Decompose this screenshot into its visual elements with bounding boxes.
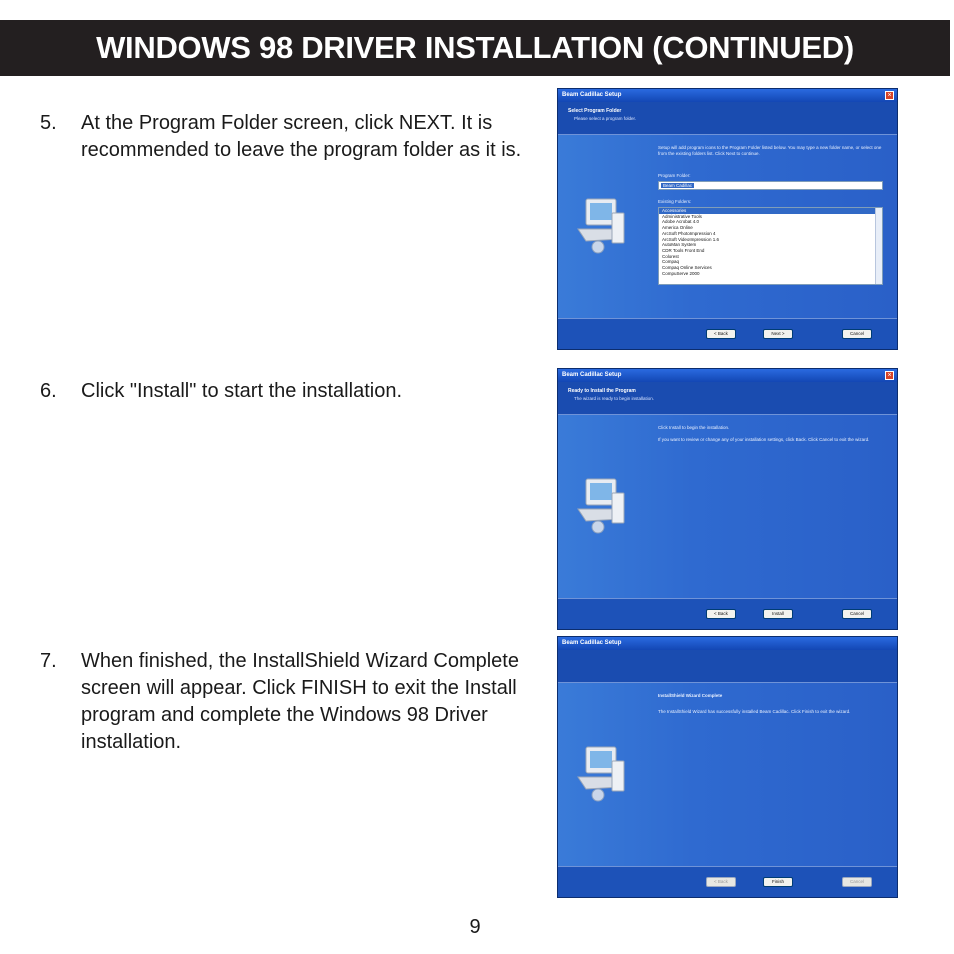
step-text: At the Program Folder screen, click NEXT. It is recommended to leave the program folder as it is. — [81, 112, 522, 161]
step-number: 6. — [40, 380, 57, 402]
window-title: Beam Cadillac Setup — [558, 89, 897, 102]
back-button[interactable]: < Back — [706, 329, 736, 339]
step-7 — [40, 648, 540, 756]
step-6 — [40, 378, 540, 405]
wizard-footer — [558, 598, 897, 629]
review-text: If you want to review or change any of your installation settings, click Back. Click Cancel to exit the wizard. — [658, 437, 870, 442]
wizard-footer — [558, 318, 897, 349]
complete-text: The InstallShield Wizard has successfully installed Beam Cadillac. Click Finish to exit the wizard. — [658, 709, 851, 714]
list-item[interactable]: CDR Tools Front End — [662, 247, 705, 253]
intro-text: Setup will add program icons to the Program Folder listed below. You may type a new folder name, or select one from the existing folders list. Click Next to continue. — [658, 145, 882, 156]
list-item[interactable]: ArcSoft VideoImpression 1.6 — [662, 236, 719, 242]
list-item[interactable]: Colorest — [662, 253, 679, 259]
program-folder-input[interactable] — [658, 181, 883, 190]
list-item[interactable]: Administrative Tools — [662, 213, 702, 219]
list-item[interactable]: Compaq — [662, 259, 680, 265]
computer-icon — [572, 475, 628, 535]
step-text: When finished, the InstallShield Wizard Complete screen will appear. Click FINISH to exit the Install program and complete the Windows 98 Driver installation. — [81, 650, 519, 753]
existing-folders-list[interactable] — [658, 207, 883, 285]
step-text: Click "Install" to start the installation. — [81, 380, 402, 402]
page-title: WINDOWS 98 DRIVER INSTALLATION (CONTINUED) — [96, 30, 854, 65]
banner-subtitle: The wizard is ready to begin installation. — [574, 396, 655, 401]
step-number: 7. — [40, 650, 57, 672]
wizard-body — [558, 135, 897, 319]
list-item[interactable]: ArcSoft PhotoImpression 4 — [662, 230, 716, 236]
wizard-banner — [558, 382, 897, 415]
close-icon[interactable]: × — [885, 371, 894, 380]
list-item[interactable]: America Online — [662, 225, 693, 231]
computer-icon — [572, 195, 628, 255]
complete-heading: InstallShield Wizard Complete — [658, 693, 723, 698]
window-title: Beam Cadillac Setup — [558, 637, 897, 650]
page-number: 9 — [469, 916, 481, 938]
existing-folders-label: Existing Folders: — [658, 199, 692, 204]
cancel-button[interactable]: Cancel — [842, 329, 872, 339]
wizard-banner — [558, 102, 897, 135]
wizard-complete-screenshot — [557, 636, 898, 898]
window-title: Beam Cadillac Setup — [558, 369, 897, 382]
computer-icon — [572, 743, 628, 803]
program-folder-screenshot — [557, 88, 898, 350]
wizard-banner — [558, 650, 897, 683]
list-item[interactable]: Accessories — [659, 208, 882, 214]
cancel-button[interactable]: Cancel — [842, 609, 872, 619]
wizard-body — [558, 415, 897, 599]
list-item[interactable]: Adobe Acrobat 4.0 — [662, 219, 700, 225]
wizard-body — [558, 683, 897, 867]
step-number: 5. — [40, 112, 57, 134]
list-item[interactable]: Compaq Online Services — [662, 265, 712, 271]
instruction-text: Click Install to begin the installation. — [658, 425, 730, 430]
finish-button[interactable]: Finish — [763, 877, 793, 887]
install-button[interactable]: Install — [763, 609, 793, 619]
step-5 — [40, 110, 540, 164]
ready-to-install-screenshot — [557, 368, 898, 630]
banner-title: Select Program Folder — [568, 108, 622, 114]
list-scrollbar[interactable] — [875, 208, 882, 284]
cancel-button: Cancel — [842, 877, 872, 887]
program-folder-label: Program Folder: — [658, 173, 691, 178]
banner-subtitle: Please select a program folder. — [574, 116, 637, 121]
page-header — [0, 20, 950, 76]
back-button: < Back — [706, 877, 736, 887]
next-button[interactable]: Next > — [763, 329, 793, 339]
list-item[interactable]: CompuServe 2000 — [662, 270, 700, 276]
banner-title: Ready to Install the Program — [568, 388, 636, 394]
close-icon[interactable]: × — [885, 91, 894, 100]
program-folder-value: Beam Cadillac — [663, 183, 693, 188]
back-button[interactable]: < Back — [706, 609, 736, 619]
wizard-footer — [558, 866, 897, 897]
list-item[interactable]: AutoMan System — [662, 242, 697, 248]
